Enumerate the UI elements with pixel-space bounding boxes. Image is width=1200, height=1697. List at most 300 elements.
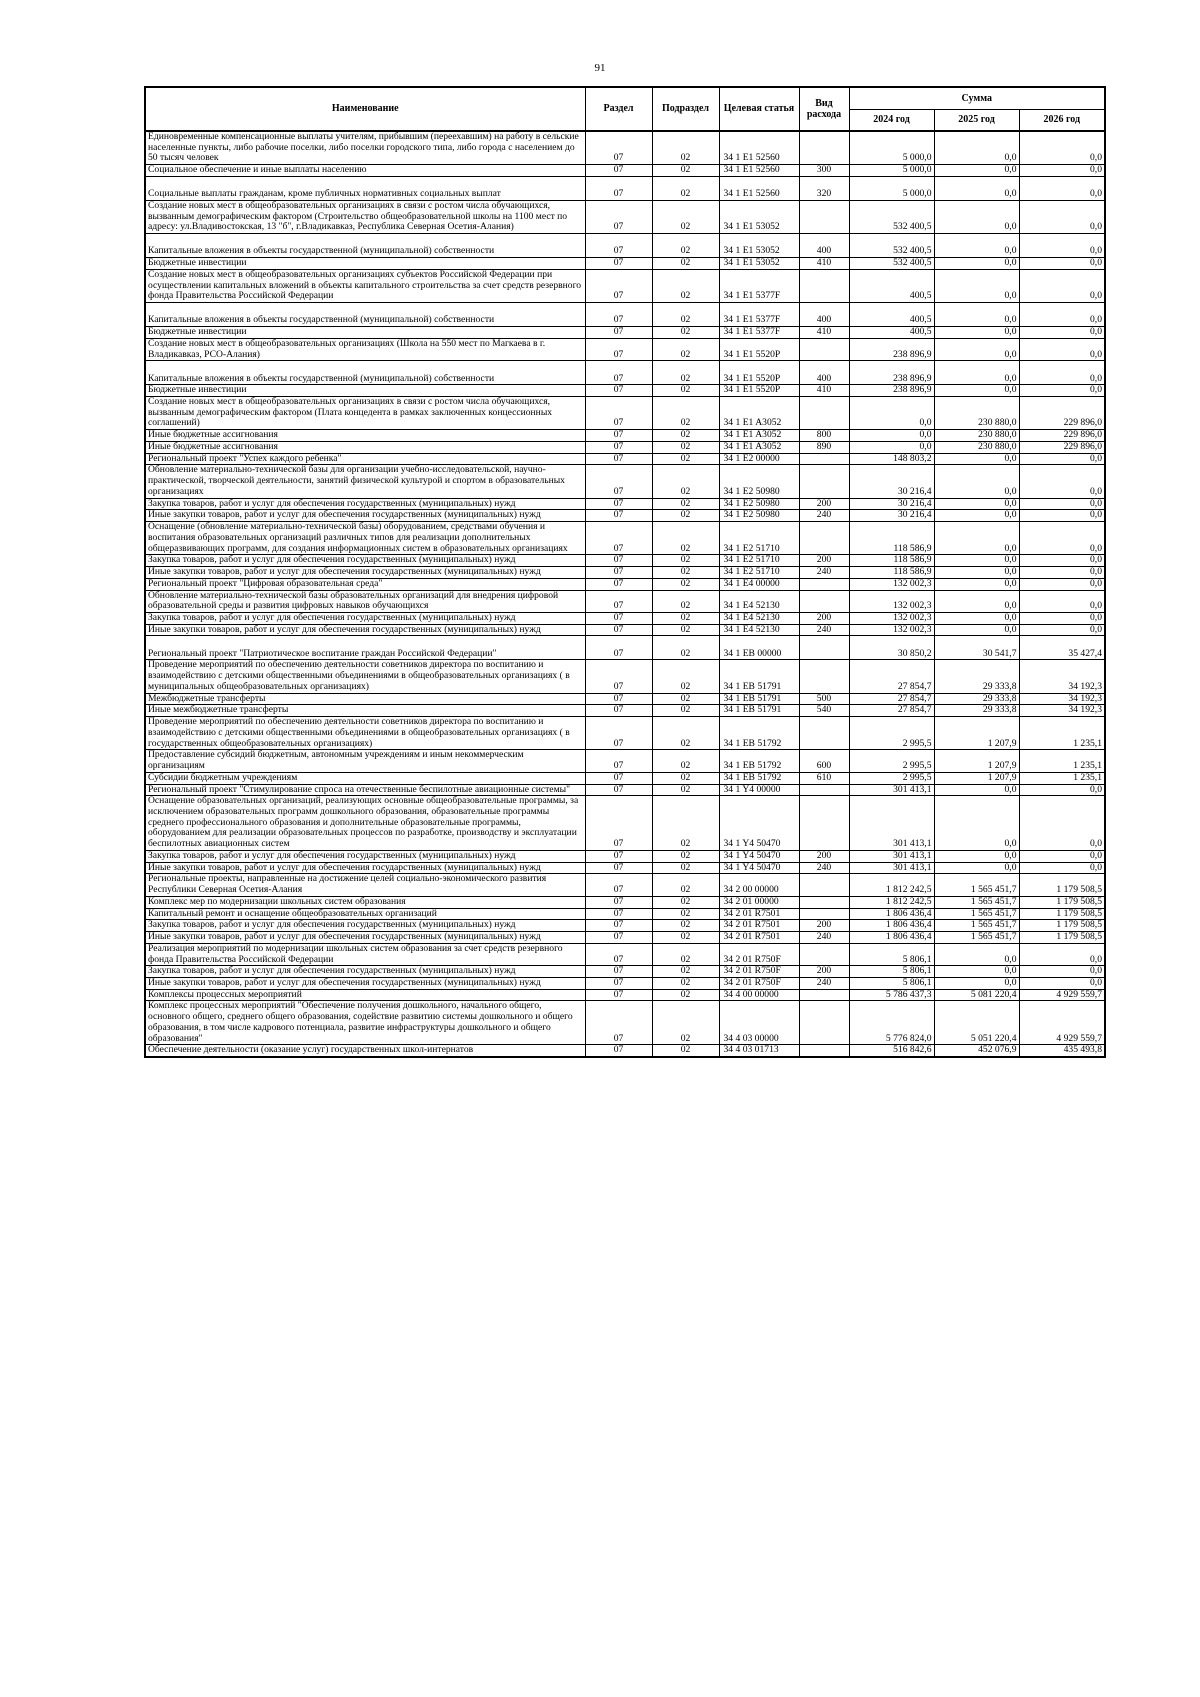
row-2026: 34 192,3: [1019, 693, 1105, 705]
row-subsection: 02: [652, 750, 719, 772]
row-2025: 0,0: [934, 978, 1019, 990]
row-expense-type: 200: [799, 920, 849, 932]
row-2025: 0,0: [934, 465, 1019, 498]
table-row: [145, 385, 1105, 397]
row-2026: 0,0: [1019, 578, 1105, 590]
row-2024: 5 786 437,3: [849, 989, 934, 1001]
row-subsection: 02: [652, 522, 719, 555]
row-section: 07: [585, 636, 652, 660]
row-section: 07: [585, 908, 652, 920]
row-2024: 0,0: [849, 441, 934, 453]
row-subsection: 02: [652, 636, 719, 660]
table-row: [145, 441, 1105, 453]
table-row: [145, 612, 1105, 624]
row-expense-type: 240: [799, 862, 849, 874]
header-sum: Сумма: [849, 87, 1105, 109]
row-2025: 0,0: [934, 303, 1019, 327]
row-2025: 1 207,9: [934, 717, 1019, 750]
row-2026: 0,0: [1019, 522, 1105, 555]
row-2026: 0,0: [1019, 327, 1105, 339]
row-section: 07: [585, 234, 652, 258]
row-2026: 0,0: [1019, 361, 1105, 385]
row-name: Создание новых мест в общеобразовательных организациях в связи с ростом числа обучающихся, вызванным демографическим фактором (Плата концедента в рамках заключенных концессионных соглашений): [145, 397, 585, 430]
row-2024: 301 413,1: [849, 862, 934, 874]
row-subsection: 02: [652, 612, 719, 624]
row-2024: 532 400,5: [849, 258, 934, 270]
row-name: Обновление материально-технической базы образовательных организаций для внедрения цифровой образовательной среды и развития цифровых навыков обучающихся: [145, 590, 585, 612]
row-2024: 118 586,9: [849, 567, 934, 579]
row-2026: 435 493,8: [1019, 1045, 1105, 1057]
row-target: 34 1 E4 52130: [719, 612, 799, 624]
row-2026: 0,0: [1019, 465, 1105, 498]
table-row: [145, 796, 1105, 851]
row-2024: 400,5: [849, 269, 934, 302]
row-name: Закупка товаров, работ и услуг для обеспечения государственных (муниципальных) нужд: [145, 555, 585, 567]
row-subsection: 02: [652, 943, 719, 965]
row-section: 07: [585, 978, 652, 990]
row-expense-type: [799, 338, 849, 360]
row-target: 34 1 E1 5377F: [719, 327, 799, 339]
table-row: [145, 896, 1105, 908]
row-section: 07: [585, 1001, 652, 1045]
row-expense-type: [799, 522, 849, 555]
row-target: 34 1 E1 52560: [719, 176, 799, 200]
row-2026: 229 896,0: [1019, 397, 1105, 430]
row-subsection: 02: [652, 567, 719, 579]
row-subsection: 02: [652, 338, 719, 360]
row-section: 07: [585, 784, 652, 796]
row-2024: 30 216,4: [849, 498, 934, 510]
row-2026: 0,0: [1019, 784, 1105, 796]
row-name: Закупка товаров, работ и услуг для обеспечения государственных (муниципальных) нужд: [145, 498, 585, 510]
row-2024: 2 995,5: [849, 772, 934, 784]
row-section: 07: [585, 705, 652, 717]
table-row: [145, 624, 1105, 636]
row-section: 07: [585, 567, 652, 579]
row-subsection: 02: [652, 1001, 719, 1045]
row-target: 34 1 EB 00000: [719, 636, 799, 660]
row-2024: 5 806,1: [849, 943, 934, 965]
row-subsection: 02: [652, 258, 719, 270]
row-2024: 301 413,1: [849, 850, 934, 862]
row-2026: 1 179 508,5: [1019, 932, 1105, 944]
row-2025: 0,0: [934, 258, 1019, 270]
row-2025: 0,0: [934, 784, 1019, 796]
table-row: [145, 567, 1105, 579]
row-subsection: 02: [652, 978, 719, 990]
table-row: [145, 693, 1105, 705]
row-name: Комплекс процессных мероприятий "Обеспечение получения дошкольного, начального общего, основного общего, среднего общего образования, содействие развитию системы дошкольного и общего образования, в том числе кадрового потенциала, развитие инфраструктуры дошкольного и общего образования": [145, 1001, 585, 1045]
row-2025: 5 081 220,4: [934, 989, 1019, 1001]
row-expense-type: 410: [799, 385, 849, 397]
row-expense-type: [799, 269, 849, 302]
table-row: [145, 338, 1105, 360]
row-expense-type: 410: [799, 327, 849, 339]
row-section: 07: [585, 303, 652, 327]
row-section: 07: [585, 896, 652, 908]
row-name: Проведение мероприятий по обеспечению деятельности советников директора по воспитанию и взаимодействию с детскими общественными объединениями в общеобразовательных организациях ( в муниципальных общеобразовательных организациях): [145, 660, 585, 693]
row-target: 34 1 E1 5520P: [719, 338, 799, 360]
row-section: 07: [585, 522, 652, 555]
row-name: Капитальные вложения в объекты государственной (муниципальной) собственности: [145, 303, 585, 327]
row-subsection: 02: [652, 303, 719, 327]
row-subsection: 02: [652, 361, 719, 385]
row-2026: 0,0: [1019, 624, 1105, 636]
row-target: 34 4 03 01713: [719, 1045, 799, 1057]
row-target: 34 1 E1 5377F: [719, 303, 799, 327]
row-section: 07: [585, 453, 652, 465]
row-2025: 0,0: [934, 510, 1019, 522]
row-2025: 0,0: [934, 361, 1019, 385]
row-target: 34 1 E1 53052: [719, 258, 799, 270]
row-2026: 0,0: [1019, 303, 1105, 327]
row-2026: 1 179 508,5: [1019, 874, 1105, 896]
row-2026: 0,0: [1019, 131, 1105, 165]
row-section: 07: [585, 989, 652, 1001]
row-subsection: 02: [652, 850, 719, 862]
table-row: [145, 397, 1105, 430]
row-2024: 27 854,7: [849, 693, 934, 705]
row-2025: 0,0: [934, 943, 1019, 965]
row-expense-type: [799, 989, 849, 1001]
row-name: Иные бюджетные ассигнования: [145, 441, 585, 453]
row-2025: 0,0: [934, 176, 1019, 200]
row-2024: 5 000,0: [849, 176, 934, 200]
row-name: Иные закупки товаров, работ и услуг для обеспечения государственных (муниципальных) нужд: [145, 567, 585, 579]
row-expense-type: 200: [799, 966, 849, 978]
row-2025: 0,0: [934, 338, 1019, 360]
row-expense-type: 890: [799, 441, 849, 453]
row-section: 07: [585, 578, 652, 590]
row-2026: 34 192,3: [1019, 660, 1105, 693]
row-target: 34 4 03 00000: [719, 1001, 799, 1045]
row-subsection: 02: [652, 578, 719, 590]
row-2025: 0,0: [934, 522, 1019, 555]
row-2025: 1 565 451,7: [934, 908, 1019, 920]
row-target: 34 1 EB 51791: [719, 705, 799, 717]
row-section: 07: [585, 176, 652, 200]
row-2025: 0,0: [934, 966, 1019, 978]
row-section: 07: [585, 874, 652, 896]
row-2026: 0,0: [1019, 555, 1105, 567]
table-row: [145, 131, 1105, 165]
row-section: 07: [585, 269, 652, 302]
row-2025: 0,0: [934, 862, 1019, 874]
table-row: [145, 862, 1105, 874]
row-target: 34 1 E4 52130: [719, 590, 799, 612]
row-subsection: 02: [652, 705, 719, 717]
row-target: 34 1 E1 A3052: [719, 430, 799, 442]
row-name: Закупка товаров, работ и услуг для обеспечения государственных (муниципальных) нужд: [145, 612, 585, 624]
row-section: 07: [585, 385, 652, 397]
row-target: 34 1 E1 52560: [719, 165, 799, 177]
row-2024: 132 002,3: [849, 612, 934, 624]
row-name: Единовременные компенсационные выплаты учителям, прибывшим (переехавшим) на работу в сельские населенные пункты, либо рабочие поселки, либо поселки городского типа, либо города с населением до 50 тысяч человек: [145, 131, 585, 165]
row-2025: 1 565 451,7: [934, 932, 1019, 944]
row-section: 07: [585, 131, 652, 165]
row-2025: 0,0: [934, 498, 1019, 510]
row-section: 07: [585, 693, 652, 705]
row-name: Иные бюджетные ассигнования: [145, 430, 585, 442]
row-subsection: 02: [652, 430, 719, 442]
row-name: Капитальные вложения в объекты государственной (муниципальной) собственности: [145, 361, 585, 385]
row-name: Региональный проект "Стимулирование спроса на отечественные беспилотные авиационные системы": [145, 784, 585, 796]
row-2026: 1 179 508,5: [1019, 896, 1105, 908]
row-section: 07: [585, 498, 652, 510]
row-2024: 30 216,4: [849, 510, 934, 522]
row-name: Региональный проект "Цифровая образовательная среда": [145, 578, 585, 590]
table-row: [145, 1001, 1105, 1045]
row-name: Региональный проект "Патриотическое воспитание граждан Российской Федерации": [145, 636, 585, 660]
row-target: 34 2 00 00000: [719, 874, 799, 896]
row-target: 34 2 01 R750F: [719, 943, 799, 965]
row-section: 07: [585, 943, 652, 965]
row-subsection: 02: [652, 397, 719, 430]
table-row: [145, 772, 1105, 784]
table-row: [145, 555, 1105, 567]
table-row: [145, 636, 1105, 660]
row-target: 34 1 EB 51791: [719, 660, 799, 693]
row-2026: 229 896,0: [1019, 441, 1105, 453]
row-section: 07: [585, 750, 652, 772]
row-2024: 5 806,1: [849, 978, 934, 990]
row-expense-type: 200: [799, 850, 849, 862]
row-subsection: 02: [652, 908, 719, 920]
row-name: Закупка товаров, работ и услуг для обеспечения государственных (муниципальных) нужд: [145, 920, 585, 932]
row-target: 34 1 Y4 50470: [719, 862, 799, 874]
row-name: Создание новых мест в общеобразовательных организациях субъектов Российской Федерации при осуществлении капитальных вложений в объекты капитального строительства за счет средств резервного фонда Правительства Российской Федерации: [145, 269, 585, 302]
row-target: 34 1 E1 5520P: [719, 385, 799, 397]
row-2026: 0,0: [1019, 510, 1105, 522]
row-expense-type: 400: [799, 234, 849, 258]
row-2026: 0,0: [1019, 176, 1105, 200]
row-2024: 301 413,1: [849, 796, 934, 851]
row-expense-type: 610: [799, 772, 849, 784]
row-expense-type: [799, 578, 849, 590]
row-2026: 0,0: [1019, 498, 1105, 510]
row-2024: 30 216,4: [849, 465, 934, 498]
row-2025: 0,0: [934, 850, 1019, 862]
row-2024: 516 842,6: [849, 1045, 934, 1057]
row-section: 07: [585, 612, 652, 624]
row-target: 34 1 E1 5377F: [719, 269, 799, 302]
row-2025: 230 880,0: [934, 397, 1019, 430]
row-2024: 1 812 242,5: [849, 896, 934, 908]
row-name: Создание новых мест в общеобразовательных организациях (Школа на 550 мест по Магкаева в г. Владикавказ, РСО-Алания): [145, 338, 585, 360]
row-subsection: 02: [652, 784, 719, 796]
row-subsection: 02: [652, 498, 719, 510]
row-target: 34 1 E1 A3052: [719, 397, 799, 430]
row-section: 07: [585, 165, 652, 177]
row-subsection: 02: [652, 200, 719, 233]
row-subsection: 02: [652, 555, 719, 567]
row-name: Предоставление субсидий бюджетным, автономным учреждениям и иным некоммерческим организациям: [145, 750, 585, 772]
table-row: [145, 590, 1105, 612]
row-subsection: 02: [652, 693, 719, 705]
row-2026: 0,0: [1019, 590, 1105, 612]
row-2024: 400,5: [849, 303, 934, 327]
row-subsection: 02: [652, 465, 719, 498]
row-target: 34 2 01 00000: [719, 896, 799, 908]
row-2025: 0,0: [934, 385, 1019, 397]
row-2025: 0,0: [934, 567, 1019, 579]
row-name: Оснащение образовательных организаций, реализующих основные общеобразовательные программы, за исключением образовательных программ дошкольного образования, образовательные программы среднего профессионального образования и дополнительные образовательные программы, оборудованием для реализации образовательных процессов по разработке, производству и эксплуатации беспилотных авиационных систем: [145, 796, 585, 851]
row-expense-type: 200: [799, 498, 849, 510]
row-expense-type: 320: [799, 176, 849, 200]
row-subsection: 02: [652, 1045, 719, 1057]
row-section: 07: [585, 510, 652, 522]
row-2024: 238 896,9: [849, 361, 934, 385]
row-expense-type: 800: [799, 430, 849, 442]
row-target: 34 1 Y4 50470: [719, 850, 799, 862]
row-section: 07: [585, 338, 652, 360]
row-expense-type: [799, 874, 849, 896]
row-2024: 238 896,9: [849, 338, 934, 360]
row-target: 34 2 01 R7501: [719, 908, 799, 920]
row-target: 34 1 Y4 00000: [719, 784, 799, 796]
row-2024: 301 413,1: [849, 784, 934, 796]
row-section: 07: [585, 717, 652, 750]
row-name: Региональные проекты, направленные на достижение целей социально-экономического развития Республики Северная Осетия-Алания: [145, 874, 585, 896]
row-expense-type: [799, 131, 849, 165]
table-body: [145, 131, 1105, 1057]
row-expense-type: 240: [799, 567, 849, 579]
row-2025: 1 565 451,7: [934, 874, 1019, 896]
row-target: 34 2 01 R750F: [719, 978, 799, 990]
table-row: [145, 522, 1105, 555]
row-2026: 0,0: [1019, 165, 1105, 177]
row-name: Региональный проект "Успех каждого ребенка": [145, 453, 585, 465]
row-target: 34 1 EB 51792: [719, 750, 799, 772]
row-expense-type: [799, 1001, 849, 1045]
row-2024: 238 896,9: [849, 385, 934, 397]
row-2024: 2 995,5: [849, 750, 934, 772]
row-expense-type: 200: [799, 555, 849, 567]
table-row: [145, 920, 1105, 932]
row-subsection: 02: [652, 660, 719, 693]
row-2024: 1 806 436,4: [849, 908, 934, 920]
row-target: 34 2 01 R750F: [719, 966, 799, 978]
row-section: 07: [585, 966, 652, 978]
row-subsection: 02: [652, 453, 719, 465]
row-expense-type: [799, 397, 849, 430]
row-name: Иные закупки товаров, работ и услуг для обеспечения государственных (муниципальных) нужд: [145, 862, 585, 874]
header-2024: 2024 год: [849, 109, 934, 131]
row-2025: 230 880,0: [934, 430, 1019, 442]
row-target: 34 1 E4 52130: [719, 624, 799, 636]
table-row: [145, 498, 1105, 510]
row-2025: 0,0: [934, 555, 1019, 567]
row-name: Обновление материально-технической базы для организации учебно-исследовательской, научно-практической, творческой деятельности, занятий физической культурой и спортом в образовательных организациях: [145, 465, 585, 498]
row-section: 07: [585, 932, 652, 944]
row-subsection: 02: [652, 590, 719, 612]
row-expense-type: [799, 200, 849, 233]
row-section: 07: [585, 624, 652, 636]
row-2026: 0,0: [1019, 796, 1105, 851]
row-2025: 1 207,9: [934, 750, 1019, 772]
row-2025: 0,0: [934, 269, 1019, 302]
row-2026: 35 427,4: [1019, 636, 1105, 660]
row-expense-type: 400: [799, 303, 849, 327]
row-target: 34 1 E2 51710: [719, 555, 799, 567]
row-subsection: 02: [652, 932, 719, 944]
row-expense-type: 240: [799, 932, 849, 944]
row-2026: 0,0: [1019, 862, 1105, 874]
row-name: Бюджетные инвестиции: [145, 327, 585, 339]
row-2026: 0,0: [1019, 385, 1105, 397]
row-subsection: 02: [652, 874, 719, 896]
row-expense-type: 240: [799, 978, 849, 990]
row-target: 34 1 EB 51791: [719, 693, 799, 705]
table-row: [145, 430, 1105, 442]
row-expense-type: [799, 465, 849, 498]
row-2025: 30 541,7: [934, 636, 1019, 660]
row-2025: 1 565 451,7: [934, 920, 1019, 932]
row-2024: 30 850,2: [849, 636, 934, 660]
row-expense-type: 300: [799, 165, 849, 177]
row-expense-type: [799, 717, 849, 750]
row-2025: 29 333,8: [934, 705, 1019, 717]
row-2025: 0,0: [934, 578, 1019, 590]
row-expense-type: [799, 660, 849, 693]
table-row: [145, 978, 1105, 990]
row-2024: 118 586,9: [849, 555, 934, 567]
table-row: [145, 717, 1105, 750]
row-2026: 1 235,1: [1019, 717, 1105, 750]
row-target: 34 1 E2 00000: [719, 453, 799, 465]
row-subsection: 02: [652, 176, 719, 200]
row-expense-type: [799, 590, 849, 612]
row-2024: 400,5: [849, 327, 934, 339]
row-2026: 4 929 559,7: [1019, 989, 1105, 1001]
row-2025: 29 333,8: [934, 693, 1019, 705]
header-2025: 2025 год: [934, 109, 1019, 131]
row-target: 34 1 E2 50980: [719, 465, 799, 498]
row-target: 34 1 Y4 50470: [719, 796, 799, 851]
row-2026: 0,0: [1019, 453, 1105, 465]
row-name: Обеспечение деятельности (оказание услуг) государственных школ-интернатов: [145, 1045, 585, 1057]
table-row: [145, 200, 1105, 233]
table-row: [145, 966, 1105, 978]
row-2025: 0,0: [934, 327, 1019, 339]
table-row: [145, 165, 1105, 177]
row-subsection: 02: [652, 131, 719, 165]
row-target: 34 1 E2 51710: [719, 522, 799, 555]
table-row: [145, 303, 1105, 327]
row-target: 34 1 E1 5520P: [719, 361, 799, 385]
table-row: [145, 750, 1105, 772]
table-row: [145, 234, 1105, 258]
row-target: 34 1 E1 53052: [719, 234, 799, 258]
header-target: Целевая статья: [719, 87, 799, 131]
row-section: 07: [585, 397, 652, 430]
row-name: Субсидии бюджетным учреждениям: [145, 772, 585, 784]
row-section: 07: [585, 327, 652, 339]
row-2026: 0,0: [1019, 200, 1105, 233]
table-row: [145, 453, 1105, 465]
row-subsection: 02: [652, 772, 719, 784]
row-expense-type: [799, 796, 849, 851]
row-2026: 0,0: [1019, 567, 1105, 579]
row-section: 07: [585, 361, 652, 385]
header-name: Наименование: [145, 87, 585, 131]
row-2024: 5 000,0: [849, 131, 934, 165]
row-subsection: 02: [652, 966, 719, 978]
row-2025: 0,0: [934, 165, 1019, 177]
row-section: 07: [585, 430, 652, 442]
row-name: Капитальный ремонт и оснащение общеобразовательных организаций: [145, 908, 585, 920]
row-2024: 5 806,1: [849, 966, 934, 978]
